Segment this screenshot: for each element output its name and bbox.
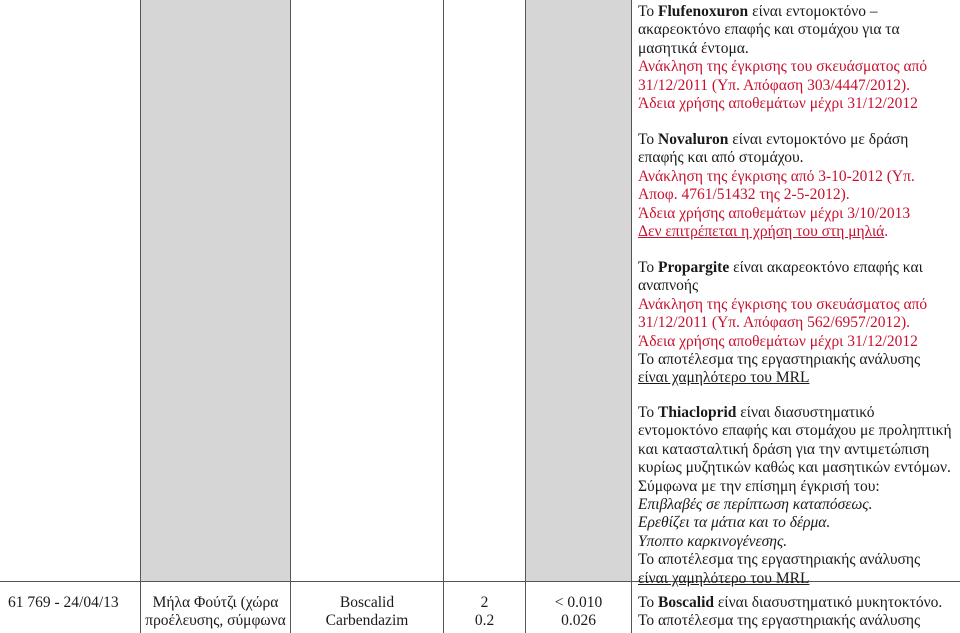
active-substance-name: Thiacloprid <box>658 404 737 421</box>
withdrawal-note: Ανάκληση της έγκρισης του σκευάσματος από <box>638 295 928 313</box>
column-divider <box>290 0 291 633</box>
column-divider <box>631 0 632 633</box>
active-substance-name: Novaluron <box>658 131 729 148</box>
result-values: < 0.010 0.026 <box>554 594 603 630</box>
grey-cell-product <box>141 0 290 581</box>
flufenoxuron-note: Το Flufenoxuron είναι εντομοκτόνο – ακαρεοκτόνο επαφής και στομάχου για τα μασητικά έντομα. Ανάκληση της έγκρισης του σκευάσματος από 31/12/2011 (Υπ. Απόφαση 303/4447/2012). Άδεια χρήσης αποθεμάτων μέχρι 31/12/2012 <box>638 3 958 113</box>
product-description: Μήλα Φούτζι (χώρα προέλευσης, σύμφωνα <box>145 594 286 630</box>
thiacloprid-note: Το Thiacloprid είναι διασυστηματικό εντομοκτόνο επαφής και στομάχου με προληπτική και κατασταλτική δράση για την αντιμετώπιση κυρίως μυζητικών καθώς και μασητικών εντόμων. Σύμφωνα με την επίσημη έγκρισή του: Επιβλαβές σε περίπτωση καταπόσεως. Ερεθίζει τα μάτια και το δέρμα. Υποπτο καρκινογένεσης. Το αποτέλεσμα της εργαστηριακής ανάλυσης είναι χαμηλότερο του MRL <box>638 404 958 588</box>
hazard-statement: Ερεθίζει τα μάτια και το δέρμα. <box>638 514 831 532</box>
mrl-values: 2 0.2 <box>474 594 495 630</box>
column-divider <box>525 0 526 633</box>
active-substance-name: Propargite <box>658 259 730 276</box>
mrl-result-note: είναι χαμηλότερο του MRL <box>638 369 810 387</box>
column-divider <box>140 0 141 633</box>
withdrawal-note: Ανάκληση της έγκρισης του σκευάσματος από <box>638 58 928 76</box>
withdrawal-note: Ανάκληση της έγκρισης από 3-10-2012 (Υπ. <box>638 167 915 185</box>
hazard-statement: Υποπτο καρκινογένεσης. <box>638 532 788 550</box>
active-substances: Boscalid Carbendazim <box>325 594 409 630</box>
active-substance-name: Flufenoxuron <box>658 3 749 20</box>
mrl-result-note: είναι χαμηλότερο του MRL <box>638 569 810 587</box>
active-substance-name: Boscalid <box>658 594 715 611</box>
propargite-note: Το Propargite είναι ακαρεοκτόνο επαφής και αναπνοής Ανάκληση της έγκρισης του σκευάσματος από 31/12/2011 (Υπ. Απόφαση 562/6957/2012). Άδεια χρήσης αποθεμάτων μέχρι 31/12/2012 Το αποτέλεσμα της εργαστηριακής ανάλυσης είναι χαμηλότερο του MRL <box>638 259 958 388</box>
sample-id: 61 769 - 24/04/13 <box>8 594 119 611</box>
grey-cell-result <box>526 0 631 581</box>
hazard-statement: Επιβλαβές σε περίπτωση καταπόσεως. <box>638 496 873 514</box>
boscalid-note: Το Boscalid είναι διασυστηματικό μυκητοκτόνο. Το αποτέλεσμα της εργαστηριακής ανάλυσης <box>638 594 943 630</box>
column-divider <box>443 0 444 633</box>
novaluron-note: Το Novaluron είναι εντομοκτόνο με δράση επαφής και από στομάχου. Ανάκληση της έγκρισης από 3-10-2012 (Υπ. Αποφ. 4761/51432 της 2-5-2012). Άδεια χρήσης αποθεμάτων μέχρι 3/10/2013 Δεν επιτρέπεται η χρήση του στη μηλιά. <box>638 131 958 241</box>
usage-restriction: Δεν επιτρέπεται η χρήση του στη μηλιά <box>638 223 885 241</box>
